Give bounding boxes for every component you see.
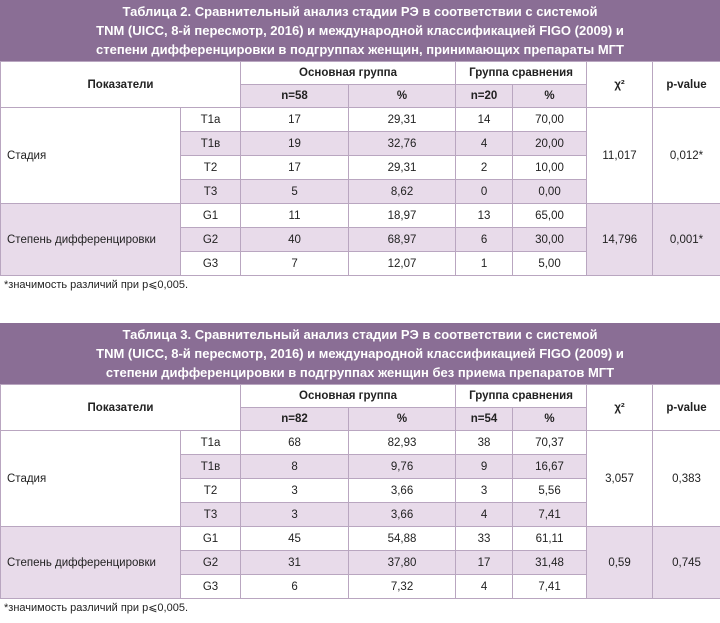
header-main-group: Основная группа xyxy=(241,385,456,408)
header-main-n: n=82 xyxy=(241,408,349,431)
footnote: *значимость различий при p⩽0,005. xyxy=(4,602,189,614)
header-indicators: Показатели xyxy=(1,385,241,431)
header-comp-n: n=54 xyxy=(456,408,513,431)
header-pvalue: p-value xyxy=(653,62,720,108)
pvalue: 0,012* xyxy=(653,108,720,204)
chi2-value: 0,59 xyxy=(587,527,653,599)
header-comp-pct: % xyxy=(513,85,587,108)
header-indicators: Показатели xyxy=(1,62,241,108)
pvalue: 0,383 xyxy=(653,431,720,527)
chi2-value: 14,796 xyxy=(587,204,653,276)
table-row: T3 5 8,62 0 0,00 xyxy=(1,180,720,204)
header-chi2: χ² xyxy=(587,385,653,431)
group-label: Степень дифференцировки xyxy=(1,204,181,276)
pvalue: 0,745 xyxy=(653,527,720,599)
header-comp-n: n=20 xyxy=(456,85,513,108)
pvalue: 0,001* xyxy=(653,204,720,276)
table-row: G3 6 7,32 4 7,41 xyxy=(1,575,720,599)
data-table xyxy=(0,384,720,599)
header-chi2: χ² xyxy=(587,62,653,108)
table-row: Стадия T1a 68 82,93 38 70,37 3,057 0,383 xyxy=(1,431,720,455)
table-row: T3 3 3,66 4 7,41 xyxy=(1,503,720,527)
table-2 xyxy=(0,0,720,296)
table-row: G2 31 37,80 17 31,48 xyxy=(1,551,720,575)
footnote: *значимость различий при p⩽0,005. xyxy=(4,279,189,291)
table-row: Степень дифференцировки G1 11 18,97 13 65,00 14,796 0,001* xyxy=(1,204,720,228)
table-row: G3 7 12,07 1 5,00 xyxy=(1,252,720,276)
table-row: Степень дифференцировки G1 45 54,88 33 61,11 0,59 0,745 xyxy=(1,527,720,551)
table-row: T1в 19 32,76 4 20,00 xyxy=(1,132,720,156)
header-pvalue: p-value xyxy=(653,385,720,431)
chi2-value: 11,017 xyxy=(587,108,653,204)
group-label: Стадия xyxy=(1,431,181,527)
table-caption: Таблица 3. Сравнительный анализ стадии РЭ в соответствии с системой TNM (UICC, 8-й пересмотр, 2016) и международной классификацией FIGO (2009) и степени дифференцировки в подгруппах женщин без приема препаратов МГТ xyxy=(0,323,720,384)
table-row: T2 17 29,31 2 10,00 xyxy=(1,156,720,180)
group-label: Степень дифференцировки xyxy=(1,527,181,599)
header-comparison-group: Группа сравнения xyxy=(456,385,587,408)
table-row: T2 3 3,66 3 5,56 xyxy=(1,479,720,503)
header-main-n: n=58 xyxy=(241,85,349,108)
table-3 xyxy=(0,323,720,619)
header-comp-pct: % xyxy=(513,408,587,431)
header-comparison-group: Группа сравнения xyxy=(456,62,587,85)
header-main-pct: % xyxy=(349,85,456,108)
header-main-group: Основная группа xyxy=(241,62,456,85)
chi2-value: 3,057 xyxy=(587,431,653,527)
table-row: G2 40 68,97 6 30,00 xyxy=(1,228,720,252)
header-main-pct: % xyxy=(349,408,456,431)
table-caption: Таблица 2. Сравнительный анализ стадии РЭ в соответствии с системой TNM (UICC, 8-й пересмотр, 2016) и международной классификацией FIGO (2009) и степени дифференцировки в подгруппах женщин, принимающих препараты МГТ xyxy=(0,0,720,61)
table-row: Стадия T1a 17 29,31 14 70,00 11,017 0,012* xyxy=(1,108,720,132)
table-row: T1в 8 9,76 9 16,67 xyxy=(1,455,720,479)
group-label: Стадия xyxy=(1,108,181,204)
data-table xyxy=(0,61,720,276)
